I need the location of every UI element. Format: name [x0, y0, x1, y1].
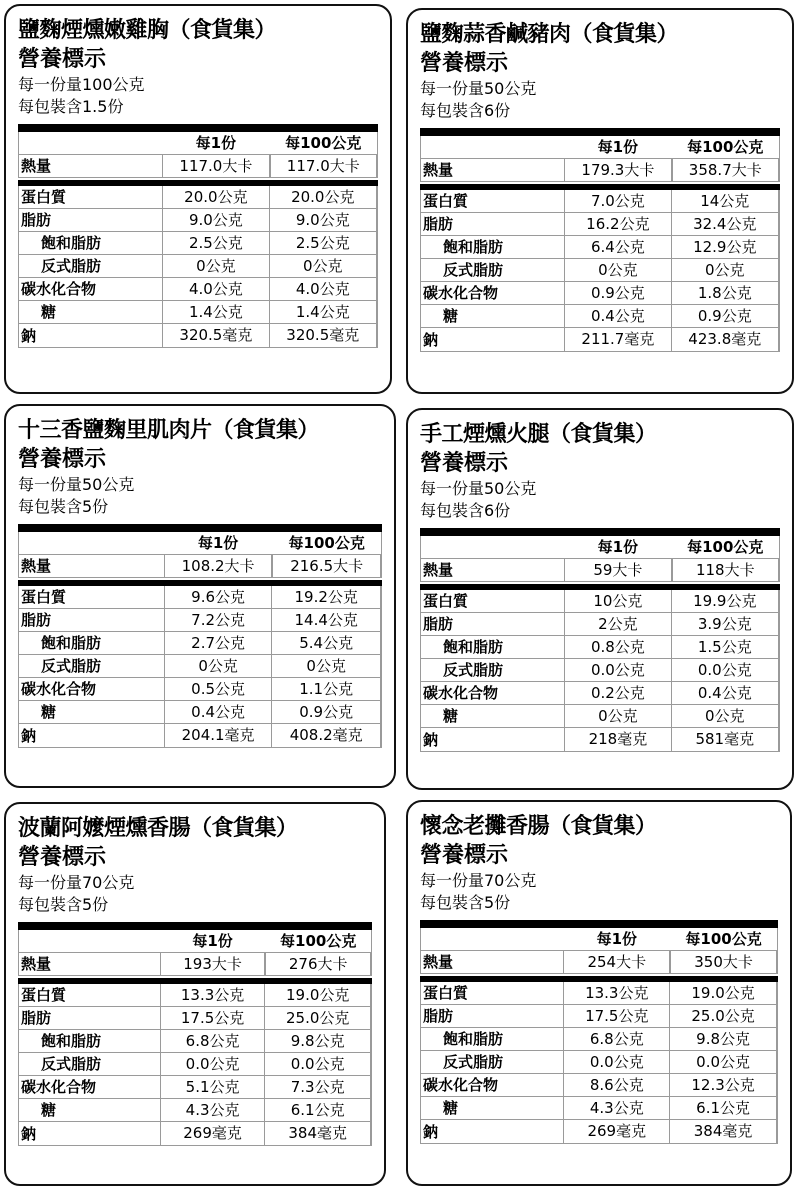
row-label: 脂肪 — [423, 1007, 454, 1025]
table-row-protein — [421, 982, 777, 1005]
row-label: 蛋白質 — [423, 592, 469, 610]
table-row-carbs — [19, 1076, 371, 1099]
table-row-carbs — [19, 278, 377, 301]
row-label: 反式脂肪 — [443, 261, 504, 279]
table-row-fat — [19, 609, 381, 632]
value-per-serving: 0.5公克 — [164, 678, 273, 700]
row-label: 脂肪 — [423, 215, 454, 233]
value-per-100g: 276大卡 — [265, 953, 371, 975]
table-row-carbs — [19, 678, 381, 701]
value-per-serving: 4.3公克 — [563, 1097, 670, 1119]
calorie-block — [18, 930, 372, 976]
row-label: 熱量 — [21, 157, 52, 175]
row-label: 飽和脂肪 — [443, 1030, 504, 1048]
table-row-calories — [19, 154, 377, 177]
value-per-100g: 9.8公克 — [265, 1030, 371, 1052]
value-per-serving: 193大卡 — [160, 953, 266, 975]
value-per-100g: 25.0公克 — [670, 1005, 777, 1027]
product-title: 十三香鹽麴里肌肉片（食貨集） — [18, 418, 320, 443]
table-row-trans-fat — [19, 255, 377, 278]
table-row-carbs — [421, 1074, 777, 1097]
value-per-100g: 3.9公克 — [672, 613, 779, 635]
servings-per-package: 每包裝含6份 — [420, 501, 511, 520]
header-per-100g: 每100公克 — [288, 534, 365, 552]
row-label: 熱量 — [21, 557, 52, 575]
table-row-sodium — [421, 1120, 777, 1143]
calorie-block — [420, 536, 780, 582]
row-label: 反式脂肪 — [41, 257, 102, 275]
product-title: 懷念老攤香腸（食貨集） — [420, 814, 657, 839]
value-per-serving: 0公克 — [162, 255, 269, 277]
table-row-fat — [421, 1005, 777, 1028]
table-row-trans-fat — [421, 1051, 777, 1074]
row-label: 飽和脂肪 — [443, 238, 504, 256]
table-row-sugar — [421, 705, 779, 728]
table-row-sugar — [19, 1099, 371, 1122]
value-per-serving: 0.0公克 — [564, 659, 671, 681]
row-label: 熱量 — [423, 561, 454, 579]
nutrition-heading: 營養標示 — [420, 843, 509, 868]
header-per-serving: 每1份 — [197, 534, 239, 552]
table-row-sat-fat — [421, 636, 779, 659]
calorie-block — [18, 132, 378, 178]
row-label: 糖 — [443, 1099, 459, 1117]
row-label: 鈉 — [21, 726, 37, 745]
row-label: 熱量 — [21, 955, 52, 973]
value-per-serving: 6.8公克 — [160, 1030, 266, 1052]
row-label: 脂肪 — [21, 211, 52, 229]
serving-size: 每一份量50公克 — [18, 475, 135, 494]
row-label: 鈉 — [423, 730, 439, 749]
value-per-serving: 117.0大卡 — [162, 155, 269, 177]
header-per-serving: 每1份 — [596, 930, 637, 948]
value-per-serving: 204.1毫克 — [164, 724, 273, 747]
table-row-calories — [421, 158, 779, 181]
value-per-100g: 0.0公克 — [670, 1051, 777, 1073]
value-per-100g: 19.2公克 — [272, 586, 381, 608]
value-per-serving: 218毫克 — [564, 728, 671, 751]
value-per-100g: 25.0公克 — [265, 1007, 371, 1029]
nutrient-block — [420, 590, 780, 752]
value-per-100g: 12.3公克 — [670, 1074, 777, 1096]
value-per-100g: 0.9公克 — [272, 701, 381, 723]
value-per-100g: 408.2毫克 — [272, 724, 381, 747]
value-per-100g: 118大卡 — [672, 559, 779, 581]
table-header-row — [19, 132, 377, 154]
row-label: 糖 — [41, 303, 57, 321]
table-row-sat-fat — [421, 236, 779, 259]
row-label: 飽和脂肪 — [41, 234, 102, 252]
value-per-serving: 8.6公克 — [563, 1074, 670, 1096]
value-per-100g: 0公克 — [672, 705, 779, 727]
nutrition-heading: 營養標示 — [18, 447, 107, 472]
row-label: 碳水化合物 — [423, 284, 499, 302]
value-per-serving: 9.6公克 — [164, 586, 273, 608]
value-per-serving: 0公克 — [564, 705, 671, 727]
value-per-serving: 5.1公克 — [160, 1076, 266, 1098]
row-label: 糖 — [443, 307, 459, 325]
table-header-row — [19, 532, 381, 554]
table-row-sat-fat — [19, 232, 377, 255]
value-per-serving: 0.4公克 — [564, 305, 671, 327]
serving-size: 每一份量50公克 — [420, 479, 537, 498]
nutrition-heading: 營養標示 — [18, 47, 107, 72]
table-row-fat — [19, 1007, 371, 1030]
header-per-100g: 每100公克 — [687, 538, 764, 556]
value-per-100g: 384毫克 — [265, 1122, 371, 1145]
header-per-serving: 每1份 — [192, 932, 233, 950]
table-row-sodium — [421, 728, 779, 751]
table-row-calories — [421, 558, 779, 581]
servings-per-package: 每包裝含1.5份 — [18, 97, 124, 116]
value-per-serving: 13.3公克 — [160, 984, 266, 1006]
value-per-serving: 179.3大卡 — [564, 159, 671, 181]
row-label: 蛋白質 — [21, 188, 67, 206]
value-per-serving: 13.3公克 — [563, 982, 670, 1004]
value-per-100g: 2.5公克 — [270, 232, 377, 254]
table-row-calories — [19, 952, 371, 975]
value-per-100g: 350大卡 — [670, 951, 777, 973]
row-label: 蛋白質 — [21, 588, 67, 606]
nutrient-block — [18, 186, 378, 348]
nutrition-card-5 — [4, 802, 386, 1186]
table-header-row — [19, 930, 371, 952]
value-per-serving: 59大卡 — [564, 559, 671, 581]
table-row-trans-fat — [421, 659, 779, 682]
value-per-serving: 1.4公克 — [162, 301, 269, 323]
servings-per-package: 每包裝含6份 — [420, 101, 511, 120]
value-per-100g: 117.0大卡 — [270, 155, 377, 177]
row-label: 熱量 — [423, 161, 454, 179]
value-per-serving: 320.5毫克 — [162, 324, 269, 347]
value-per-serving: 6.8公克 — [563, 1028, 670, 1050]
value-per-100g: 12.9公克 — [672, 236, 779, 258]
row-label: 碳水化合物 — [21, 280, 97, 298]
value-per-serving: 269毫克 — [160, 1122, 266, 1145]
header-per-100g: 每100公克 — [685, 930, 762, 948]
product-title: 鹽麴蒜香鹹豬肉（食貨集） — [420, 22, 679, 47]
value-per-serving: 6.4公克 — [564, 236, 671, 258]
row-label: 鈉 — [423, 1122, 439, 1141]
value-per-serving: 4.0公克 — [162, 278, 269, 300]
row-label: 熱量 — [423, 953, 454, 971]
row-label: 反式脂肪 — [443, 1053, 504, 1071]
value-per-100g: 7.3公克 — [265, 1076, 371, 1098]
value-per-100g: 384毫克 — [670, 1120, 777, 1143]
value-per-serving: 2公克 — [564, 613, 671, 635]
table-header-row — [421, 928, 777, 950]
nutrition-table — [420, 528, 780, 752]
value-per-serving: 0公克 — [564, 259, 671, 281]
value-per-100g: 0公克 — [672, 259, 779, 281]
table-row-sugar — [421, 305, 779, 328]
value-per-100g: 0.0公克 — [672, 659, 779, 681]
nutrition-table — [420, 920, 778, 1144]
value-per-serving: 7.2公克 — [164, 609, 273, 631]
value-per-100g: 9.8公克 — [670, 1028, 777, 1050]
header-per-serving: 每1份 — [195, 134, 237, 152]
row-label: 蛋白質 — [423, 984, 469, 1002]
calorie-block — [420, 136, 780, 182]
nutrition-card-4 — [406, 408, 794, 790]
product-title: 鹽麴煙燻嫩雞胸（食貨集） — [18, 18, 277, 43]
value-per-100g: 1.8公克 — [672, 282, 779, 304]
value-per-serving: 2.5公克 — [162, 232, 269, 254]
serving-size: 每一份量70公克 — [18, 873, 135, 892]
nutrient-block — [420, 190, 780, 352]
value-per-100g: 6.1公克 — [265, 1099, 371, 1121]
table-row-protein — [19, 186, 377, 209]
value-per-100g: 1.5公克 — [672, 636, 779, 658]
table-row-fat — [421, 613, 779, 636]
table-row-sugar — [19, 701, 381, 724]
row-label: 糖 — [41, 703, 57, 721]
divider — [420, 528, 780, 536]
row-label: 蛋白質 — [423, 192, 469, 210]
value-per-100g: 0.9公克 — [672, 305, 779, 327]
value-per-100g: 0.4公克 — [672, 682, 779, 704]
value-per-serving: 4.3公克 — [160, 1099, 266, 1121]
table-row-trans-fat — [421, 259, 779, 282]
nutrient-block — [18, 984, 372, 1146]
value-per-100g: 9.0公克 — [270, 209, 377, 231]
table-row-sodium — [421, 328, 779, 351]
divider — [18, 124, 378, 132]
row-label: 碳水化合物 — [21, 680, 97, 698]
product-title: 波蘭阿嬤煙燻香腸（食貨集） — [18, 816, 298, 841]
row-label: 碳水化合物 — [423, 1076, 499, 1094]
nutrition-table — [18, 922, 372, 1146]
header-per-100g: 每100公克 — [285, 134, 362, 152]
servings-per-package: 每包裝含5份 — [18, 895, 109, 914]
value-per-100g: 5.4公克 — [272, 632, 381, 654]
nutrition-card-1 — [4, 4, 392, 394]
table-row-calories — [19, 554, 381, 577]
value-per-100g: 4.0公克 — [270, 278, 377, 300]
value-per-serving: 108.2大卡 — [164, 555, 273, 577]
divider — [18, 524, 382, 532]
value-per-serving: 0.0公克 — [563, 1051, 670, 1073]
nutrition-table — [420, 128, 780, 352]
row-label: 脂肪 — [21, 1009, 52, 1027]
value-per-serving: 16.2公克 — [564, 213, 671, 235]
value-per-serving: 10公克 — [564, 590, 671, 612]
table-row-fat — [19, 209, 377, 232]
table-row-sodium — [19, 1122, 371, 1145]
row-label: 糖 — [443, 707, 459, 725]
servings-per-package: 每包裝含5份 — [420, 893, 511, 912]
value-per-serving: 0.8公克 — [564, 636, 671, 658]
row-label: 飽和脂肪 — [41, 634, 102, 652]
table-row-carbs — [421, 682, 779, 705]
value-per-100g: 0公克 — [270, 255, 377, 277]
row-label: 碳水化合物 — [21, 1078, 97, 1096]
serving-size: 每一份量100公克 — [18, 75, 145, 94]
value-per-100g: 19.0公克 — [670, 982, 777, 1004]
value-per-serving: 0公克 — [164, 655, 273, 677]
nutrition-heading: 營養標示 — [420, 51, 509, 76]
product-title: 手工煙燻火腿（食貨集） — [420, 422, 657, 447]
value-per-100g: 0.0公克 — [265, 1053, 371, 1075]
table-row-sat-fat — [19, 632, 381, 655]
row-label: 飽和脂肪 — [41, 1032, 102, 1050]
header-per-100g: 每100公克 — [280, 932, 357, 950]
divider — [18, 922, 372, 930]
row-label: 蛋白質 — [21, 986, 67, 1004]
nutrition-heading: 營養標示 — [420, 451, 509, 476]
value-per-serving: 0.0公克 — [160, 1053, 266, 1075]
value-per-serving: 17.5公克 — [160, 1007, 266, 1029]
row-label: 反式脂肪 — [443, 661, 504, 679]
table-row-sat-fat — [19, 1030, 371, 1053]
value-per-100g: 1.1公克 — [272, 678, 381, 700]
nutrition-card-3 — [4, 404, 396, 788]
nutrient-block — [420, 982, 778, 1144]
value-per-serving: 20.0公克 — [162, 186, 269, 208]
table-row-sodium — [19, 724, 381, 747]
value-per-100g: 20.0公克 — [270, 186, 377, 208]
table-row-protein — [421, 590, 779, 613]
table-row-sat-fat — [421, 1028, 777, 1051]
table-row-sodium — [19, 324, 377, 347]
calorie-block — [420, 928, 778, 974]
calorie-block — [18, 532, 382, 578]
table-row-protein — [421, 190, 779, 213]
value-per-serving: 17.5公克 — [563, 1005, 670, 1027]
value-per-100g: 6.1公克 — [670, 1097, 777, 1119]
table-header-row — [421, 536, 779, 558]
row-label: 鈉 — [423, 330, 439, 349]
table-row-fat — [421, 213, 779, 236]
table-row-carbs — [421, 282, 779, 305]
value-per-serving: 254大卡 — [563, 951, 670, 973]
value-per-100g: 358.7大卡 — [672, 159, 779, 181]
nutrition-table — [18, 124, 378, 348]
servings-per-package: 每包裝含5份 — [18, 497, 109, 516]
row-label: 脂肪 — [423, 615, 454, 633]
value-per-100g: 581毫克 — [672, 728, 779, 751]
row-label: 飽和脂肪 — [443, 638, 504, 656]
value-per-serving: 9.0公克 — [162, 209, 269, 231]
header-per-serving: 每1份 — [597, 138, 639, 156]
nutrition-card-2 — [406, 8, 794, 394]
nutrition-card-6 — [406, 800, 792, 1186]
value-per-serving: 0.2公克 — [564, 682, 671, 704]
value-per-serving: 7.0公克 — [564, 190, 671, 212]
value-per-100g: 1.4公克 — [270, 301, 377, 323]
value-per-100g: 32.4公克 — [672, 213, 779, 235]
value-per-100g: 14公克 — [672, 190, 779, 212]
divider — [420, 920, 778, 928]
row-label: 碳水化合物 — [423, 684, 499, 702]
row-label: 糖 — [41, 1101, 57, 1119]
row-label: 反式脂肪 — [41, 657, 102, 675]
table-header-row — [421, 136, 779, 158]
value-per-serving: 2.7公克 — [164, 632, 273, 654]
value-per-100g: 423.8毫克 — [672, 328, 779, 351]
value-per-100g: 320.5毫克 — [270, 324, 377, 347]
value-per-serving: 0.4公克 — [164, 701, 273, 723]
table-row-calories — [421, 950, 777, 973]
serving-size: 每一份量50公克 — [420, 79, 537, 98]
table-row-protein — [19, 984, 371, 1007]
table-row-sugar — [421, 1097, 777, 1120]
row-label: 反式脂肪 — [41, 1055, 102, 1073]
value-per-100g: 14.4公克 — [272, 609, 381, 631]
nutrition-heading: 營養標示 — [18, 845, 107, 870]
table-row-trans-fat — [19, 655, 381, 678]
value-per-serving: 211.7毫克 — [564, 328, 671, 351]
nutrient-block — [18, 586, 382, 748]
table-row-sugar — [19, 301, 377, 324]
value-per-serving: 269毫克 — [563, 1120, 670, 1143]
header-per-100g: 每100公克 — [687, 138, 764, 156]
value-per-serving: 0.9公克 — [564, 282, 671, 304]
row-label: 脂肪 — [21, 611, 52, 629]
table-row-trans-fat — [19, 1053, 371, 1076]
serving-size: 每一份量70公克 — [420, 871, 537, 890]
value-per-100g: 19.9公克 — [672, 590, 779, 612]
header-per-serving: 每1份 — [597, 538, 639, 556]
row-label: 鈉 — [21, 1124, 37, 1143]
row-label: 鈉 — [21, 326, 37, 345]
value-per-100g: 216.5大卡 — [272, 555, 381, 577]
divider — [420, 128, 780, 136]
nutrition-table — [18, 524, 382, 748]
value-per-100g: 0公克 — [272, 655, 381, 677]
value-per-100g: 19.0公克 — [265, 984, 371, 1006]
table-row-protein — [19, 586, 381, 609]
